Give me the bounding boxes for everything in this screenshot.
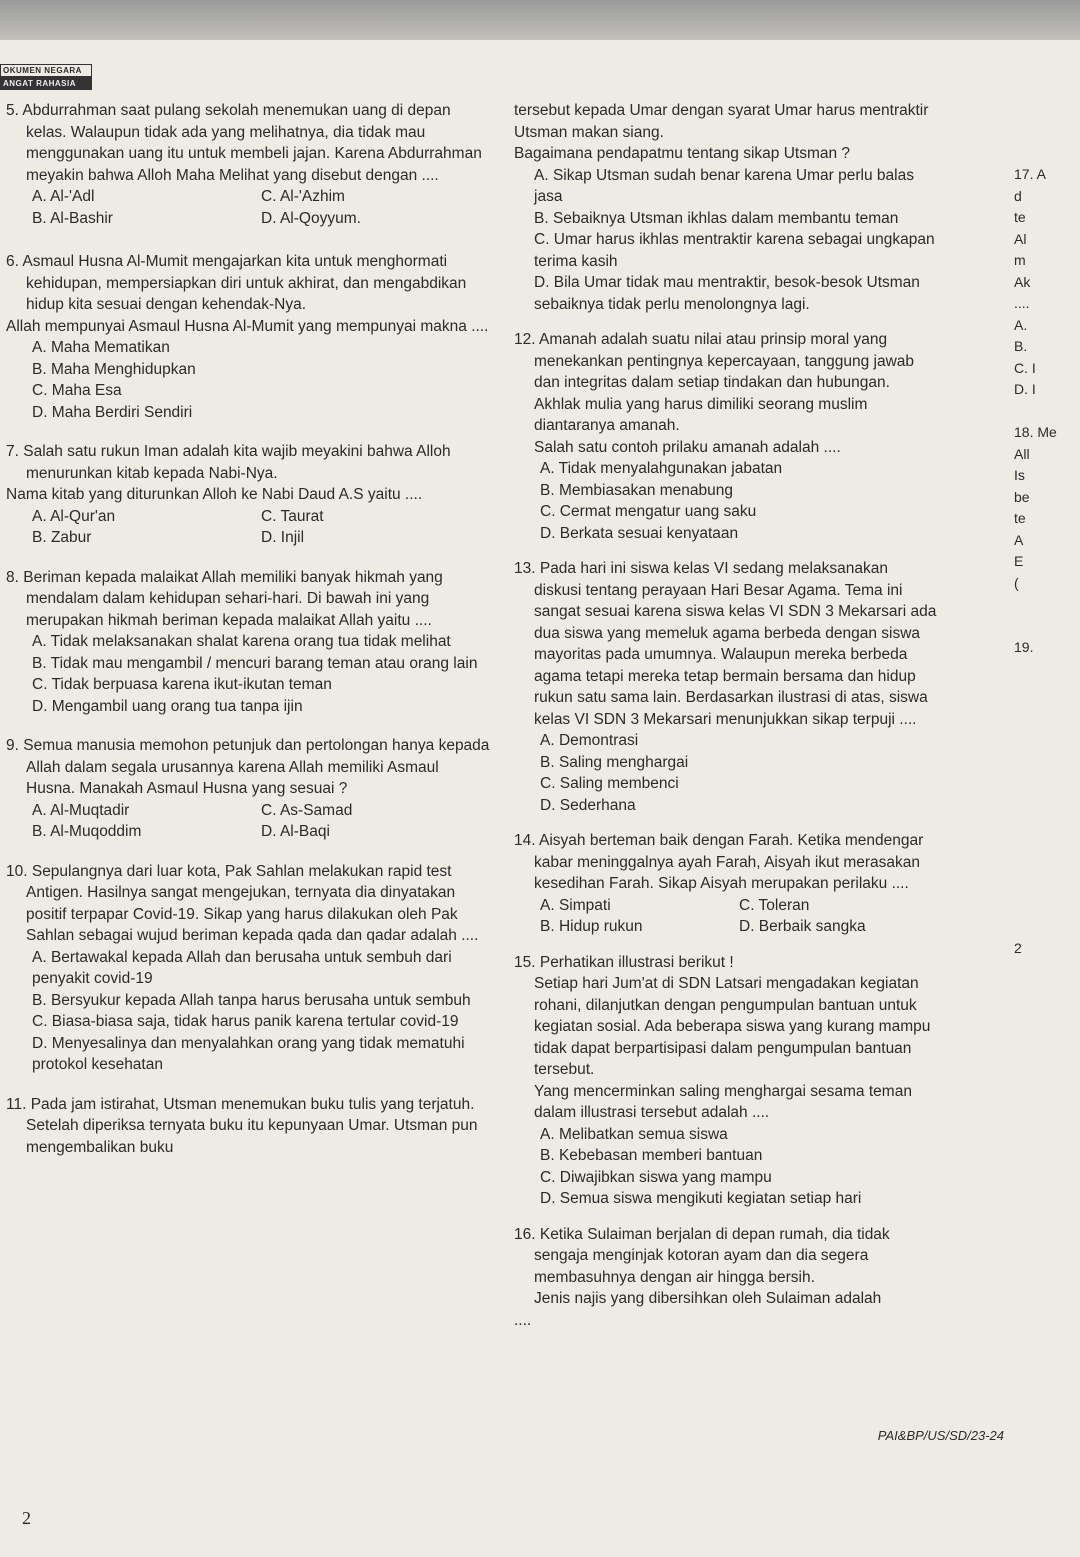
question-16-answer-dots: .... [514, 1311, 532, 1329]
question-9 [6, 735, 490, 843]
exam-code-footer: PAI&BP/US/SD/23-24 [877, 1428, 1004, 1443]
question-6-option-b: B. Maha Menghidupkan [32, 360, 196, 378]
question-8-option-c: C. Tidak berpuasa karena ikut-ikutan teman [32, 676, 332, 693]
right-column-fragment: te [1014, 510, 1026, 526]
right-column-fragment: m [1014, 252, 1026, 268]
question-10 [6, 861, 490, 1076]
question-15-option-d: D. Semua siswa mengikuti kegiatan setiap hari [540, 1190, 862, 1207]
question-5 [6, 100, 490, 229]
question-13-option-d: D. Sederhana [540, 796, 636, 814]
question-14-option-d: D. Berbaik sangka [739, 918, 866, 935]
right-column-fragment: .... [1014, 295, 1030, 311]
question-13 [514, 558, 938, 816]
right-column-fragment: D. I [1014, 381, 1036, 397]
question-14-option-b: B. Hidup rukun [540, 918, 643, 935]
question-7 [6, 441, 490, 549]
right-column-fragment [1014, 895, 1080, 917]
column-middle [514, 100, 938, 1343]
right-column-fragment [1014, 809, 1080, 831]
question-12-stem-2: Salah satu contoh prilaku amanah adalah .... [534, 438, 841, 456]
question-11-option-b: B. Sebaiknya Utsman ikhlas dalam membantu teman [534, 209, 899, 227]
right-column-fragment: C. I [1014, 359, 1036, 376]
right-column-fragment: d [1014, 187, 1022, 204]
question-16-stem-2: Jenis najis yang dibersihkan oleh Sulaiman adalah [534, 1290, 882, 1307]
question-8-option-b: B. Tidak mau mengambil / mencuri barang teman atau orang lain [32, 654, 478, 672]
question-15 [514, 952, 938, 1210]
right-column-fragment: B. [1014, 338, 1028, 354]
question-11-option-d: D. Bila Umar tidak mau mentraktir, besok-besok Utsman sebaiknya tidak perlu menolongnya lagi. [534, 274, 920, 313]
question-12 [514, 329, 938, 544]
question-6-stem: 6. Asmaul Husna Al-Mumit mengajarkan kita untuk menghormati kehidupan, mempersiapkan diri untuk akhirat, dan mengabdikan hidup kita sesuai dengan kehendak-Nya. [6, 253, 467, 313]
question-14-option-c: C. Toleran [739, 896, 810, 914]
question-11-stem: 11. Pada jam istirahat, Utsman menemukan buku tulis yang terjatuh. Setelah diperiksa ternyata buku itu kepunyaan Umar. Utsman pun mengembalikan buku [6, 1095, 478, 1156]
right-column-fragment: E [1014, 553, 1024, 569]
question-9-option-d: D. Al-Baqi [261, 823, 330, 840]
question-14-option-a: A. Simpati [540, 896, 611, 914]
question-9-option-b: B. Al-Muqoddim [32, 823, 142, 840]
question-5-option-b: B. Al-Bashir [32, 209, 113, 227]
right-column-fragment: Is [1014, 467, 1025, 483]
question-10-stem: 10. Sepulangnya dari luar kota, Pak Sahlan melakukan rapid test Antigen. Hasilnya sangat mengejukan, ternyata dia dinyatakan positif terpapar Covid-19. Sikap yang harus dilakukan oleh Pak Sahlan sebagai wujud beriman kepada qada dan qadar adalah .... [6, 862, 479, 944]
question-12-option-a: A. Tidak menyalahgunakan jabatan [540, 460, 783, 477]
right-column-fragment [1014, 874, 1080, 896]
question-11-option-a: A. Sikap Utsman sudah benar karena Umar perlu balas jasa [534, 166, 914, 205]
question-13-option-b: B. Saling menghargai [540, 753, 689, 771]
column-right-cropped [1014, 164, 1080, 960]
question-6-stem-2: Allah mempunyai Asmaul Husna Al-Mumit yang mempunyai makna .... [6, 317, 489, 335]
question-11-continued [514, 100, 938, 315]
right-column-fragment [1014, 680, 1080, 702]
question-7-option-d: D. Injil [261, 529, 305, 546]
right-column-fragment [1014, 702, 1080, 724]
right-column-fragment: All [1014, 445, 1030, 462]
question-10-option-b: B. Bersyukur kepada Allah tanpa harus berusaha untuk sembuh [32, 991, 471, 1009]
question-12-option-d: D. Berkata sesuai kenyataan [540, 524, 739, 542]
page-number: 2 [22, 1508, 31, 1528]
question-16 [514, 1224, 938, 1332]
question-11-continuation: tersebut kepada Umar dengan syarat Umar harus mentraktir Utsman makan siang. [514, 102, 929, 141]
question-16-stem: 16. Ketika Sulaiman berjalan di depan rumah, dia tidak sengaja menginjak kotoran ayam dan dia segera membasuhnya dengan air hingga bersih. [514, 1225, 890, 1286]
question-7-option-b: B. Zabur [32, 529, 92, 546]
question-11-question: Bagaimana pendapatmu tentang sikap Utsman ? [514, 145, 851, 162]
question-5-stem: 5. Abdurrahman saat pulang sekolah menemukan uang di depan kelas. Walaupun tidak ada yang melihatnya, dia tidak mau menggunakan uang itu untuk membeli jajan. Karena Abdurrahman meyakin bahwa Alloh Maha Melihat yang disebut dengan .... [6, 102, 482, 184]
right-column-fragment [1014, 788, 1080, 810]
question-8 [6, 567, 490, 718]
question-9-option-a: A. Al-Muqtadir [32, 801, 130, 819]
question-11-option-c: C. Umar harus ikhlas mentraktir karena sebagai ungkapan terima kasih [534, 231, 935, 270]
question-9-stem: 9. Semua manusia memohon petunjuk dan pertolongan hanya kepada Allah dalam segala urusannya karena Allah memiliki Asmaul Husna. Manakah Asmaul Husna yang sesuai ? [6, 737, 490, 797]
question-7-stem: 7. Salah satu rukun Iman adalah kita wajib meyakini bahwa Alloh menurunkan kitab kepada Nabi-Nya. [6, 443, 451, 482]
question-6-option-d: D. Maha Berdiri Sendiri [32, 403, 193, 421]
right-column-fragment [1014, 594, 1080, 616]
question-12-option-c: C. Cermat mengatur uang saku [540, 503, 757, 520]
question-10-option-c: C. Biasa-biasa saja, tidak harus panik karena tertular covid-19 [32, 1013, 459, 1030]
question-13-stem: 13. Pada hari ini siswa kelas VI sedang melaksanakan diskusi tentang perayaan Hari Besar Agama. Tema ini sangat sesuai karena siswa kelas VI SDN 3 Mekarsari ada dua siswa yang memeluk agama berbeda dengan siswa mayoritas pada umumnya. Walaupun mereka berbeda agama tetapi mereka tetap bermain bersama dan hidup rukun satu sama lain. Berdasarkan ilustrasi di atas, siswa kelas VI SDN 3 Mekarsari menunjukkan sikap terpuji .... [514, 560, 937, 728]
question-5-option-c: C. Al-'Azhim [261, 188, 345, 205]
classification-stamp [0, 64, 92, 90]
right-column-fragment: A [1014, 531, 1024, 548]
question-13-option-c: C. Saling membenci [540, 775, 679, 792]
right-column-fragment: ( [1014, 574, 1019, 591]
question-12-option-b: B. Membiasakan menabung [540, 481, 734, 499]
question-5-option-d: D. Al-Qoyyum. [261, 209, 361, 227]
question-14 [514, 830, 938, 938]
question-15-option-c: C. Diwajibkan siswa yang mampu [540, 1168, 772, 1186]
right-column-fragment: 17. A [1014, 166, 1046, 182]
right-column-fragment: 2 [1014, 940, 1022, 956]
question-15-stem: 15. Perhatikan illustrasi berikut ! [514, 953, 734, 971]
question-10-option-d: D. Menyesalinya dan menyalahkan orang yang tidak mematuhi protokol kesehatan [32, 1034, 465, 1073]
right-column-fragment: Al [1014, 230, 1027, 247]
question-7-stem-2: Nama kitab yang diturunkan Alloh ke Nabi Daud A.S yaitu .... [6, 486, 423, 503]
stamp-line-2: ANGAT RAHASIA [0, 77, 92, 90]
question-15-question: Yang mencerminkan saling menghargai sesama teman dalam illustrasi tersebut adalah .... [534, 1082, 912, 1121]
right-column-fragment: 19. [1014, 639, 1034, 655]
right-column-fragment: A. [1014, 316, 1028, 333]
question-15-illustration: Setiap hari Jum'at di SDN Latsari mengadakan kegiatan rohani, dilanjutkan dengan pengumpulan bantuan untuk kegiatan sosial. Ada beberapa siswa yang kurang mampu tidak dapat berpartisipasi dalam pengumpulan bantuan tersebut. [534, 975, 931, 1078]
question-7-option-c: C. Taurat [261, 507, 324, 525]
right-column-fragment [1014, 723, 1080, 745]
question-15-option-b: B. Kebebasan memberi bantuan [540, 1147, 763, 1164]
right-column-fragment [1014, 917, 1080, 939]
right-column-fragment: te [1014, 209, 1026, 225]
right-column-fragment: 18. Me [1014, 424, 1057, 440]
question-8-option-d: D. Mengambil uang orang tua tanpa ijin [32, 697, 303, 715]
question-12-stem: 12. Amanah adalah suatu nilai atau prinsip moral yang menekankan pentingnya kepercayaan, tanggung jawab dan integritas dalam setiap tindakan dan hubungan. Akhlak mulia yang harus dimiliki seorang muslim diantaranya amanah. [514, 331, 915, 434]
column-left [6, 100, 490, 1170]
right-column-fragment [1014, 659, 1080, 681]
question-6-option-c: C. Maha Esa [32, 382, 122, 399]
question-7-option-a: A. Al-Qur'an [32, 507, 116, 525]
right-column-fragment: Ak [1014, 273, 1031, 290]
question-8-stem: 8. Beriman kepada malaikat Allah memiliki banyak hikmah yang mendalam dalam kehidupan sehari-hari. Di bawah ini yang merupakan hikmah beriman kepada malaikat Allah yaitu .... [6, 568, 443, 629]
stamp-line-1: OKUMEN NEGARA [0, 64, 92, 77]
question-15-option-a: A. Melibatkan semua siswa [540, 1125, 728, 1143]
right-column-fragment [1014, 831, 1080, 853]
question-10-option-a: A. Bertawakal kepada Allah dan berusaha untuk sembuh dari penyakit covid-19 [32, 948, 452, 987]
right-column-fragment [1014, 745, 1080, 767]
right-column-fragment [1014, 616, 1080, 638]
question-5-option-a: A. Al-'Adl [32, 188, 95, 205]
question-13-option-a: A. Demontrasi [540, 732, 639, 749]
question-8-option-a: A. Tidak melaksanakan shalat karena orang tua tidak melihat [32, 633, 451, 650]
question-6 [6, 251, 490, 423]
question-6-option-a: A. Maha Mematikan [32, 339, 170, 356]
question-14-stem: 14. Aisyah berteman baik dengan Farah. Ketika mendengar kabar meninggalnya ayah Farah, Aisyah ikut merasakan kesedihan Farah. Sikap Aisyah merupakan perilaku .... [514, 832, 924, 892]
right-column-fragment [1014, 401, 1080, 423]
question-9-option-c: C. As-Samad [261, 801, 353, 819]
right-column-fragment: be [1014, 488, 1030, 505]
right-column-fragment [1014, 852, 1080, 874]
right-column-fragment [1014, 766, 1080, 788]
question-11 [6, 1094, 490, 1159]
